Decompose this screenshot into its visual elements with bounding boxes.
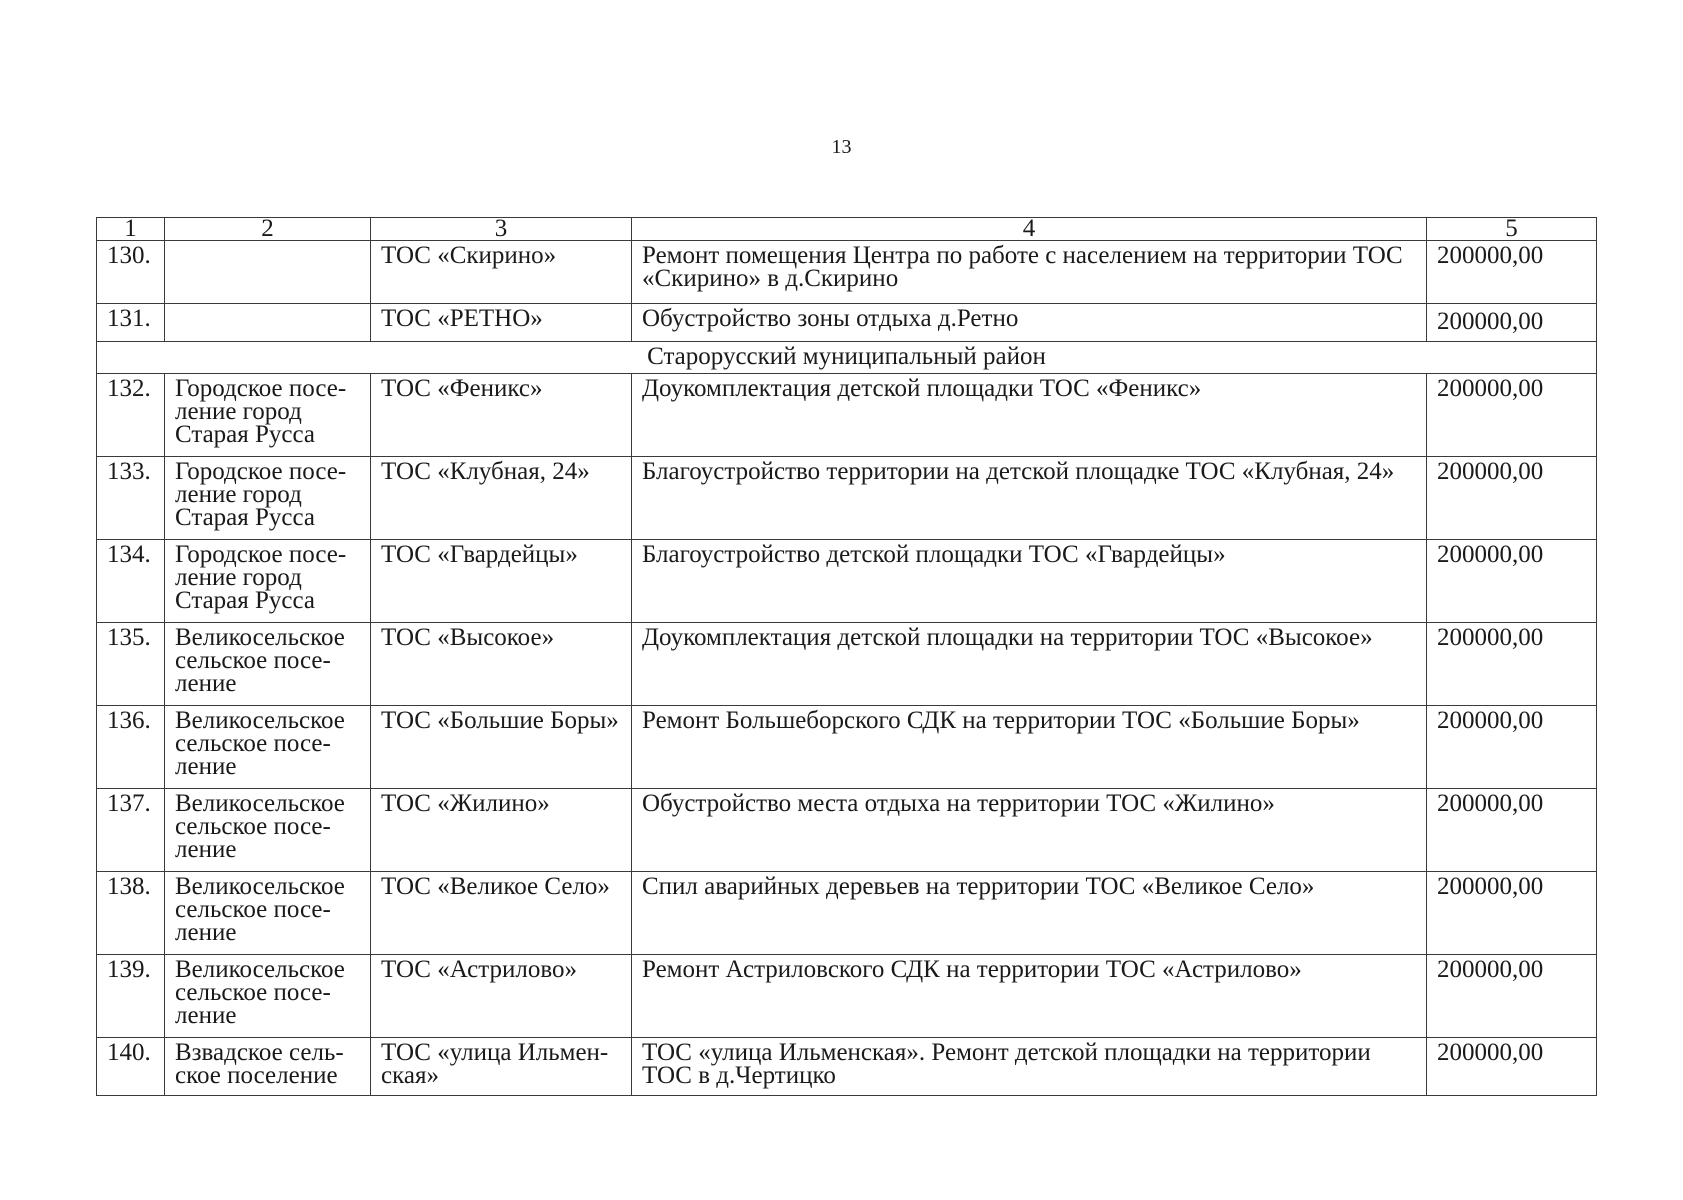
table-header-row [97,218,1597,241]
funding-table [96,217,1597,1096]
tos-cell: ТОС «улица Ильмен-ская» [371,1038,632,1096]
settlement-cell: Великосельское сельское посе-ление [165,955,371,1038]
row-number: 140. [97,1038,165,1096]
settlement-cell [165,304,371,342]
amount-cell: 200000,00 [1427,789,1597,872]
tos-cell: ТОС «Феникс» [371,374,632,457]
table-row [97,955,1597,1038]
table-row [97,706,1597,789]
tos-cell: ТОС «Астрилово» [371,955,632,1038]
tos-cell: ТОС «Великое Село» [371,872,632,955]
table-row [97,623,1597,706]
purpose-cell: Благоустройство детской площадки ТОС «Гвардейцы» [632,540,1427,623]
row-number: 131. [97,304,165,342]
section-title: Старорусский муниципальный район [97,342,1597,374]
table-row [97,241,1597,304]
column-header: 4 [632,218,1427,241]
row-number: 132. [97,374,165,457]
purpose-cell: Ремонт Астриловского СДК на территории ТОС «Астрилово» [632,955,1427,1038]
row-number: 136. [97,706,165,789]
row-number: 130. [97,241,165,304]
row-number: 137. [97,789,165,872]
purpose-cell: Обустройство зоны отдыха д.Ретно [632,304,1427,342]
row-number: 139. [97,955,165,1038]
column-header: 1 [97,218,165,241]
table-row [97,872,1597,955]
settlement-cell: Великосельское сельское посе-ление [165,623,371,706]
settlement-cell [165,241,371,304]
tos-cell: ТОС «Гвардейцы» [371,540,632,623]
amount-cell: 200000,00 [1427,457,1597,540]
tos-cell: ТОС «Клубная, 24» [371,457,632,540]
settlement-cell: Взвадское сель-ское поселение [165,1038,371,1096]
purpose-cell: Доукомплектация детской площадки на территории ТОС «Высокое» [632,623,1427,706]
tos-cell: ТОС «Высокое» [371,623,632,706]
settlement-cell: Городское посе-ление город Старая Русса [165,374,371,457]
purpose-cell: Ремонт помещения Центра по работе с населением на территории ТОС «Скирино» в д.Скирино [632,241,1427,304]
amount-cell: 200000,00 [1427,1038,1597,1096]
row-number: 138. [97,872,165,955]
amount-cell: 200000,00 [1427,872,1597,955]
row-number: 135. [97,623,165,706]
purpose-cell: Спил аварийных деревьев на территории ТОС «Великое Село» [632,872,1427,955]
table-row [97,789,1597,872]
page-number: 13 [831,136,852,158]
tos-cell: ТОС «Большие Боры» [371,706,632,789]
section-row [97,342,1597,374]
row-number: 133. [97,457,165,540]
purpose-cell: Обустройство места отдыха на территории ТОС «Жилино» [632,789,1427,872]
settlement-cell: Великосельское сельское посе-ление [165,872,371,955]
column-header: 3 [371,218,632,241]
purpose-cell: Ремонт Большеборского СДК на территории ТОС «Большие Боры» [632,706,1427,789]
table-row [97,374,1597,457]
amount-cell: 200000,00 [1427,374,1597,457]
settlement-cell: Городское посе-ление город Старая Русса [165,540,371,623]
tos-cell: ТОС «Скирино» [371,241,632,304]
table-row [97,457,1597,540]
amount-cell: 200000,00 [1427,241,1597,304]
settlement-cell: Городское посе-ление город Старая Русса [165,457,371,540]
settlement-cell: Великосельское сельское посе-ление [165,706,371,789]
purpose-cell: Доукомплектация детской площадки ТОС «Феникс» [632,374,1427,457]
amount-cell: 200000,00 [1427,623,1597,706]
settlement-cell: Великосельское сельское посе-ление [165,789,371,872]
row-number: 134. [97,540,165,623]
purpose-cell: Благоустройство территории на детской площадке ТОС «Клубная, 24» [632,457,1427,540]
purpose-cell: ТОС «улица Ильменская». Ремонт детской площадки на территории ТОС в д.Чертицко [632,1038,1427,1096]
table-row [97,304,1597,342]
amount-cell: 200000,00 [1427,706,1597,789]
table-row [97,1038,1597,1096]
amount-cell: 200000,00 [1427,540,1597,623]
tos-cell: ТОС «Жилино» [371,789,632,872]
tos-cell: ТОС «РЕТНО» [371,304,632,342]
amount-cell: 200000,00 [1427,304,1597,342]
column-header: 2 [165,218,371,241]
column-header: 5 [1427,218,1597,241]
amount-cell: 200000,00 [1427,955,1597,1038]
table-row [97,540,1597,623]
